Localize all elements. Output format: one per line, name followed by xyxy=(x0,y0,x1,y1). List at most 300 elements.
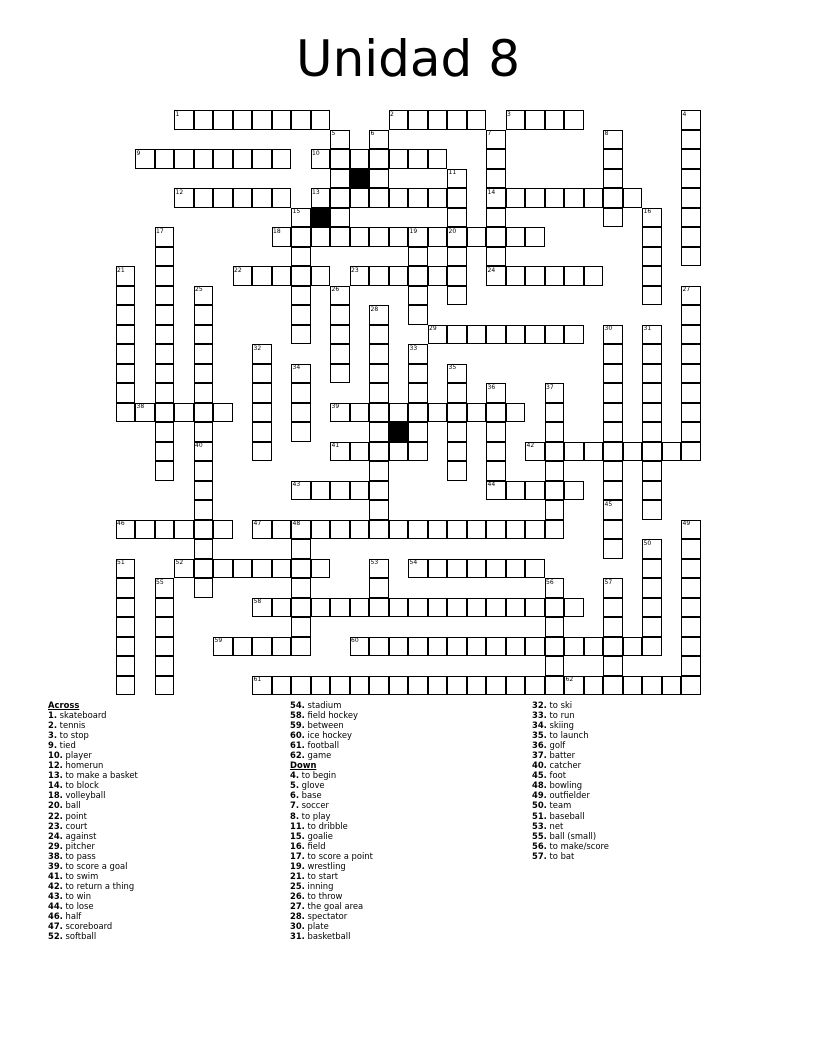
grid-cell[interactable] xyxy=(116,598,136,618)
grid-cell[interactable] xyxy=(389,637,409,657)
grid-cell[interactable] xyxy=(389,188,409,208)
grid-cell[interactable] xyxy=(545,637,565,657)
grid-cell[interactable] xyxy=(642,286,662,306)
grid-cell[interactable] xyxy=(545,656,565,676)
grid-cell[interactable] xyxy=(155,247,175,267)
grid-cell[interactable] xyxy=(194,520,214,540)
grid-cell[interactable] xyxy=(291,305,311,325)
grid-cell[interactable] xyxy=(545,676,565,696)
grid-cell[interactable] xyxy=(194,578,214,598)
grid-cell[interactable] xyxy=(194,325,214,345)
grid-cell[interactable] xyxy=(564,598,584,618)
grid-cell[interactable] xyxy=(681,149,701,169)
grid-cell[interactable] xyxy=(311,676,331,696)
grid-cell[interactable] xyxy=(486,149,506,169)
grid-cell[interactable] xyxy=(584,188,604,208)
grid-cell[interactable] xyxy=(389,598,409,618)
grid-cell[interactable] xyxy=(506,227,526,247)
grid-cell[interactable] xyxy=(369,598,389,618)
grid-cell[interactable] xyxy=(681,656,701,676)
grid-cell[interactable] xyxy=(389,266,409,286)
grid-cell[interactable] xyxy=(428,637,448,657)
grid-cell[interactable] xyxy=(506,403,526,423)
grid-cell[interactable] xyxy=(155,598,175,618)
grid-cell[interactable] xyxy=(506,559,526,579)
grid-cell[interactable] xyxy=(603,403,623,423)
grid-cell[interactable] xyxy=(428,149,448,169)
grid-cell[interactable] xyxy=(330,227,350,247)
grid-cell[interactable] xyxy=(369,461,389,481)
grid-cell[interactable] xyxy=(194,422,214,442)
grid-cell[interactable] xyxy=(213,559,233,579)
grid-cell[interactable] xyxy=(408,149,428,169)
grid-cell[interactable] xyxy=(116,656,136,676)
grid-cell[interactable] xyxy=(252,266,272,286)
grid-cell[interactable] xyxy=(525,637,545,657)
grid-cell[interactable] xyxy=(486,461,506,481)
grid-cell[interactable] xyxy=(408,266,428,286)
grid-cell[interactable] xyxy=(311,598,331,618)
grid-cell[interactable] xyxy=(350,403,370,423)
grid-cell[interactable] xyxy=(681,422,701,442)
grid-cell[interactable] xyxy=(369,344,389,364)
grid-cell[interactable] xyxy=(506,188,526,208)
grid-cell[interactable] xyxy=(252,442,272,462)
grid-cell[interactable] xyxy=(311,481,331,501)
grid-cell[interactable] xyxy=(642,442,662,462)
grid-cell[interactable] xyxy=(291,286,311,306)
grid-cell[interactable] xyxy=(233,110,253,130)
grid-cell[interactable] xyxy=(525,188,545,208)
grid-cell[interactable] xyxy=(369,325,389,345)
grid-cell[interactable] xyxy=(291,637,311,657)
grid-cell[interactable] xyxy=(408,110,428,130)
grid-cell[interactable] xyxy=(603,656,623,676)
grid-cell[interactable] xyxy=(291,578,311,598)
grid-cell[interactable] xyxy=(681,227,701,247)
grid-cell[interactable] xyxy=(213,110,233,130)
grid-cell[interactable] xyxy=(330,598,350,618)
grid-cell[interactable] xyxy=(194,364,214,384)
grid-cell[interactable] xyxy=(389,149,409,169)
grid-cell[interactable] xyxy=(311,266,331,286)
grid-cell[interactable] xyxy=(272,520,292,540)
grid-cell[interactable] xyxy=(272,188,292,208)
grid-cell[interactable] xyxy=(369,169,389,189)
grid-cell[interactable] xyxy=(369,578,389,598)
grid-cell[interactable] xyxy=(155,461,175,481)
grid-cell[interactable] xyxy=(486,227,506,247)
grid-cell[interactable] xyxy=(486,208,506,228)
grid-cell[interactable] xyxy=(291,559,311,579)
grid-cell[interactable] xyxy=(155,442,175,462)
grid-cell[interactable] xyxy=(330,305,350,325)
grid-cell[interactable] xyxy=(486,325,506,345)
grid-cell[interactable] xyxy=(447,247,467,267)
grid-cell[interactable] xyxy=(642,617,662,637)
grid-cell[interactable] xyxy=(116,325,136,345)
grid-cell[interactable] xyxy=(272,598,292,618)
grid-cell[interactable] xyxy=(564,188,584,208)
grid-cell[interactable] xyxy=(447,676,467,696)
grid-cell[interactable] xyxy=(642,364,662,384)
grid-cell[interactable] xyxy=(350,188,370,208)
grid-cell[interactable] xyxy=(116,344,136,364)
grid-cell[interactable] xyxy=(447,208,467,228)
grid-cell[interactable] xyxy=(155,403,175,423)
grid-cell[interactable] xyxy=(428,559,448,579)
grid-cell[interactable] xyxy=(545,598,565,618)
grid-cell[interactable] xyxy=(603,169,623,189)
grid-cell[interactable] xyxy=(291,247,311,267)
grid-cell[interactable] xyxy=(350,520,370,540)
grid-cell[interactable] xyxy=(603,383,623,403)
grid-cell[interactable] xyxy=(642,227,662,247)
grid-cell[interactable] xyxy=(350,442,370,462)
grid-cell[interactable] xyxy=(272,110,292,130)
grid-cell[interactable] xyxy=(252,559,272,579)
grid-cell[interactable] xyxy=(506,676,526,696)
grid-cell[interactable] xyxy=(272,559,292,579)
grid-cell[interactable] xyxy=(681,676,701,696)
grid-cell[interactable] xyxy=(525,676,545,696)
grid-cell[interactable] xyxy=(408,676,428,696)
grid-cell[interactable] xyxy=(506,481,526,501)
grid-cell[interactable] xyxy=(447,559,467,579)
grid-cell[interactable] xyxy=(408,442,428,462)
grid-cell[interactable] xyxy=(330,344,350,364)
grid-cell[interactable] xyxy=(116,286,136,306)
grid-cell[interactable] xyxy=(194,344,214,364)
grid-cell[interactable] xyxy=(369,442,389,462)
grid-cell[interactable] xyxy=(408,422,428,442)
grid-cell[interactable] xyxy=(350,676,370,696)
grid-cell[interactable] xyxy=(116,637,136,657)
grid-cell[interactable] xyxy=(603,364,623,384)
grid-cell[interactable] xyxy=(525,266,545,286)
grid-cell[interactable] xyxy=(408,364,428,384)
grid-cell[interactable] xyxy=(467,110,487,130)
grid-cell[interactable] xyxy=(486,637,506,657)
grid-cell[interactable] xyxy=(525,481,545,501)
grid-cell[interactable] xyxy=(447,325,467,345)
grid-cell[interactable] xyxy=(545,520,565,540)
grid-cell[interactable] xyxy=(428,598,448,618)
grid-cell[interactable] xyxy=(662,676,682,696)
grid-cell[interactable] xyxy=(681,539,701,559)
grid-cell[interactable] xyxy=(291,227,311,247)
grid-cell[interactable] xyxy=(545,422,565,442)
grid-cell[interactable] xyxy=(681,403,701,423)
grid-cell[interactable] xyxy=(155,149,175,169)
grid-cell[interactable] xyxy=(486,520,506,540)
grid-cell[interactable] xyxy=(408,188,428,208)
grid-cell[interactable] xyxy=(272,149,292,169)
grid-cell[interactable] xyxy=(506,598,526,618)
grid-cell[interactable] xyxy=(330,149,350,169)
grid-cell[interactable] xyxy=(564,325,584,345)
grid-cell[interactable] xyxy=(174,403,194,423)
grid-cell[interactable] xyxy=(155,656,175,676)
grid-cell[interactable] xyxy=(603,461,623,481)
grid-cell[interactable] xyxy=(545,442,565,462)
grid-cell[interactable] xyxy=(506,520,526,540)
grid-cell[interactable] xyxy=(369,637,389,657)
grid-cell[interactable] xyxy=(330,676,350,696)
grid-cell[interactable] xyxy=(545,481,565,501)
grid-cell[interactable] xyxy=(545,188,565,208)
grid-cell[interactable] xyxy=(116,383,136,403)
grid-cell[interactable] xyxy=(272,266,292,286)
grid-cell[interactable] xyxy=(408,383,428,403)
grid-cell[interactable] xyxy=(642,344,662,364)
grid-cell[interactable] xyxy=(642,403,662,423)
grid-cell[interactable] xyxy=(681,578,701,598)
grid-cell[interactable] xyxy=(681,617,701,637)
grid-cell[interactable] xyxy=(155,520,175,540)
grid-cell[interactable] xyxy=(447,637,467,657)
grid-cell[interactable] xyxy=(428,188,448,208)
grid-cell[interactable] xyxy=(389,520,409,540)
grid-cell[interactable] xyxy=(642,461,662,481)
grid-cell[interactable] xyxy=(155,344,175,364)
grid-cell[interactable] xyxy=(603,520,623,540)
grid-cell[interactable] xyxy=(681,598,701,618)
grid-cell[interactable] xyxy=(155,305,175,325)
grid-cell[interactable] xyxy=(486,598,506,618)
grid-cell[interactable] xyxy=(447,188,467,208)
grid-cell[interactable] xyxy=(447,266,467,286)
grid-cell[interactable] xyxy=(252,110,272,130)
grid-cell[interactable] xyxy=(291,539,311,559)
grid-cell[interactable] xyxy=(311,110,331,130)
grid-cell[interactable] xyxy=(584,266,604,286)
grid-cell[interactable] xyxy=(116,676,136,696)
grid-cell[interactable] xyxy=(330,208,350,228)
grid-cell[interactable] xyxy=(389,676,409,696)
grid-cell[interactable] xyxy=(545,403,565,423)
grid-cell[interactable] xyxy=(116,305,136,325)
grid-cell[interactable] xyxy=(408,520,428,540)
grid-cell[interactable] xyxy=(428,227,448,247)
grid-cell[interactable] xyxy=(116,578,136,598)
grid-cell[interactable] xyxy=(447,598,467,618)
grid-cell[interactable] xyxy=(408,305,428,325)
grid-cell[interactable] xyxy=(681,383,701,403)
grid-cell[interactable] xyxy=(389,403,409,423)
grid-cell[interactable] xyxy=(642,247,662,267)
grid-cell[interactable] xyxy=(428,520,448,540)
grid-cell[interactable] xyxy=(486,403,506,423)
grid-cell[interactable] xyxy=(603,422,623,442)
grid-cell[interactable] xyxy=(525,598,545,618)
grid-cell[interactable] xyxy=(369,188,389,208)
grid-cell[interactable] xyxy=(603,442,623,462)
grid-cell[interactable] xyxy=(194,481,214,501)
grid-cell[interactable] xyxy=(194,500,214,520)
grid-cell[interactable] xyxy=(252,383,272,403)
grid-cell[interactable] xyxy=(350,598,370,618)
grid-cell[interactable] xyxy=(155,676,175,696)
grid-cell[interactable] xyxy=(486,559,506,579)
grid-cell[interactable] xyxy=(194,188,214,208)
grid-cell[interactable] xyxy=(603,637,623,657)
grid-cell[interactable] xyxy=(467,559,487,579)
grid-cell[interactable] xyxy=(194,539,214,559)
grid-cell[interactable] xyxy=(155,325,175,345)
grid-cell[interactable] xyxy=(155,286,175,306)
grid-cell[interactable] xyxy=(603,598,623,618)
grid-cell[interactable] xyxy=(194,110,214,130)
grid-cell[interactable] xyxy=(506,637,526,657)
grid-cell[interactable] xyxy=(506,325,526,345)
grid-cell[interactable] xyxy=(603,208,623,228)
grid-cell[interactable] xyxy=(369,520,389,540)
grid-cell[interactable] xyxy=(369,149,389,169)
grid-cell[interactable] xyxy=(564,442,584,462)
grid-cell[interactable] xyxy=(525,110,545,130)
grid-cell[interactable] xyxy=(291,266,311,286)
grid-cell[interactable] xyxy=(408,286,428,306)
grid-cell[interactable] xyxy=(447,442,467,462)
grid-cell[interactable] xyxy=(350,481,370,501)
grid-cell[interactable] xyxy=(350,227,370,247)
grid-cell[interactable] xyxy=(486,169,506,189)
grid-cell[interactable] xyxy=(155,364,175,384)
grid-cell[interactable] xyxy=(213,188,233,208)
grid-cell[interactable] xyxy=(681,208,701,228)
grid-cell[interactable] xyxy=(213,403,233,423)
grid-cell[interactable] xyxy=(291,422,311,442)
grid-cell[interactable] xyxy=(623,637,643,657)
grid-cell[interactable] xyxy=(584,442,604,462)
grid-cell[interactable] xyxy=(369,383,389,403)
grid-cell[interactable] xyxy=(467,227,487,247)
grid-cell[interactable] xyxy=(525,227,545,247)
grid-cell[interactable] xyxy=(584,637,604,657)
grid-cell[interactable] xyxy=(311,227,331,247)
grid-cell[interactable] xyxy=(564,637,584,657)
grid-cell[interactable] xyxy=(408,403,428,423)
grid-cell[interactable] xyxy=(623,442,643,462)
grid-cell[interactable] xyxy=(603,676,623,696)
grid-cell[interactable] xyxy=(642,637,662,657)
grid-cell[interactable] xyxy=(330,364,350,384)
grid-cell[interactable] xyxy=(545,461,565,481)
grid-cell[interactable] xyxy=(681,559,701,579)
grid-cell[interactable] xyxy=(330,520,350,540)
grid-cell[interactable] xyxy=(116,403,136,423)
grid-cell[interactable] xyxy=(252,637,272,657)
grid-cell[interactable] xyxy=(155,617,175,637)
grid-cell[interactable] xyxy=(467,637,487,657)
grid-cell[interactable] xyxy=(252,188,272,208)
grid-cell[interactable] xyxy=(213,520,233,540)
grid-cell[interactable] xyxy=(330,169,350,189)
grid-cell[interactable] xyxy=(369,266,389,286)
grid-cell[interactable] xyxy=(408,598,428,618)
grid-cell[interactable] xyxy=(681,169,701,189)
grid-cell[interactable] xyxy=(213,149,233,169)
grid-cell[interactable] xyxy=(623,676,643,696)
grid-cell[interactable] xyxy=(174,149,194,169)
grid-cell[interactable] xyxy=(233,559,253,579)
grid-cell[interactable] xyxy=(408,247,428,267)
grid-cell[interactable] xyxy=(467,598,487,618)
grid-cell[interactable] xyxy=(369,422,389,442)
grid-cell[interactable] xyxy=(623,188,643,208)
grid-cell[interactable] xyxy=(155,637,175,657)
grid-cell[interactable] xyxy=(467,403,487,423)
grid-cell[interactable] xyxy=(486,247,506,267)
grid-cell[interactable] xyxy=(155,383,175,403)
grid-cell[interactable] xyxy=(681,247,701,267)
grid-cell[interactable] xyxy=(681,442,701,462)
grid-cell[interactable] xyxy=(447,422,467,442)
grid-cell[interactable] xyxy=(525,520,545,540)
grid-cell[interactable] xyxy=(291,676,311,696)
grid-cell[interactable] xyxy=(681,637,701,657)
grid-cell[interactable] xyxy=(291,383,311,403)
grid-cell[interactable] xyxy=(467,325,487,345)
grid-cell[interactable] xyxy=(369,227,389,247)
grid-cell[interactable] xyxy=(291,110,311,130)
grid-cell[interactable] xyxy=(662,442,682,462)
grid-cell[interactable] xyxy=(428,676,448,696)
grid-cell[interactable] xyxy=(447,461,467,481)
grid-cell[interactable] xyxy=(428,110,448,130)
grid-cell[interactable] xyxy=(603,539,623,559)
grid-cell[interactable] xyxy=(155,422,175,442)
grid-cell[interactable] xyxy=(525,325,545,345)
grid-cell[interactable] xyxy=(603,617,623,637)
grid-cell[interactable] xyxy=(486,442,506,462)
grid-cell[interactable] xyxy=(603,481,623,501)
grid-cell[interactable] xyxy=(252,149,272,169)
grid-cell[interactable] xyxy=(428,266,448,286)
grid-cell[interactable] xyxy=(311,520,331,540)
grid-cell[interactable] xyxy=(681,325,701,345)
grid-cell[interactable] xyxy=(545,266,565,286)
grid-cell[interactable] xyxy=(642,676,662,696)
grid-cell[interactable] xyxy=(311,559,331,579)
grid-cell[interactable] xyxy=(369,364,389,384)
grid-cell[interactable] xyxy=(545,617,565,637)
grid-cell[interactable] xyxy=(252,422,272,442)
grid-cell[interactable] xyxy=(116,364,136,384)
grid-cell[interactable] xyxy=(545,500,565,520)
grid-cell[interactable] xyxy=(135,520,155,540)
grid-cell[interactable] xyxy=(369,481,389,501)
grid-cell[interactable] xyxy=(681,188,701,208)
grid-cell[interactable] xyxy=(369,500,389,520)
grid-cell[interactable] xyxy=(272,637,292,657)
grid-cell[interactable] xyxy=(194,559,214,579)
grid-cell[interactable] xyxy=(603,344,623,364)
grid-cell[interactable] xyxy=(233,637,253,657)
grid-cell[interactable] xyxy=(447,110,467,130)
grid-cell[interactable] xyxy=(272,676,292,696)
grid-cell[interactable] xyxy=(447,403,467,423)
grid-cell[interactable] xyxy=(681,305,701,325)
grid-cell[interactable] xyxy=(564,266,584,286)
grid-cell[interactable] xyxy=(642,578,662,598)
grid-cell[interactable] xyxy=(545,110,565,130)
grid-cell[interactable] xyxy=(681,130,701,150)
grid-cell[interactable] xyxy=(252,403,272,423)
grid-cell[interactable] xyxy=(291,598,311,618)
grid-cell[interactable] xyxy=(603,149,623,169)
